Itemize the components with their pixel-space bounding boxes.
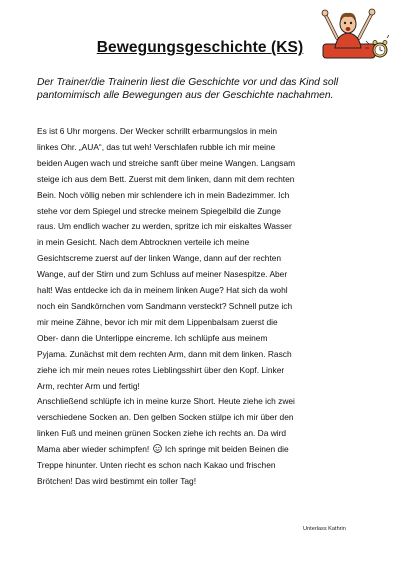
story-line: Pyjama. Zunächst mit dem rechten Arm, dann mit dem linken. Rasch	[37, 348, 292, 359]
smiley-face-icon	[153, 444, 162, 453]
story-line: ziehe ich mir mein neues rotes Lieblingsshirt über den Kopf. Linker	[37, 364, 285, 375]
story-line: mir meine Zähne, bevor ich mir mit dem Lippenbalsam zuerst die	[37, 316, 278, 327]
story-line: in mein Gesicht. Nach dem Abtrocknen verteile ich meine	[37, 237, 250, 248]
instruction-text: Der Trainer/die Trainerin liest die Geschichte vor und das Kind soll pantomimisch alle Bewegungen aus der Geschichte nachahmen.	[37, 77, 339, 102]
story-line: noch ein Sandkörnchen vom Sandmann versteckt? Schnell putze ich	[37, 300, 293, 311]
story-line	[37, 442, 367, 458]
story-line: Bein. Noch völlig neben mir schlendere ich in mein Badezimmer. Ich	[37, 189, 290, 200]
story-line: Treppe hinunter. Unten riecht es schon nach Kakao und frischen	[37, 460, 276, 471]
story-line: linken Fuß und meinen grünen Socken ziehe ich rechts an. Da wird	[37, 428, 287, 439]
story-line-text: Ich springe mit beiden Beinen die	[164, 444, 289, 455]
story-line: Anschließend schlüpfe ich in meine kurze Short. Heute ziehe ich zwei	[37, 396, 295, 407]
story-line: Gesichtscreme zuerst auf der linken Wange, dann auf der rechten	[37, 253, 282, 264]
story-line: stehe vor dem Spiegel und strecke meinem Spiegelbild die Zunge	[37, 205, 281, 216]
story-line: linkes Ohr. „AUA“, das tut weh! Verschlafen rubble ich mir meine	[37, 141, 276, 152]
story-line: verschiedene Socken an. Den gelben Socken stülpe ich mir über den	[37, 412, 294, 423]
story-line: steige ich aus dem Bett. Zuerst mit dem linken, dann mit dem rechten	[37, 173, 295, 184]
story-line: halt! Was entdecke ich da in meinem linken Auge? Hat sich da wohl	[37, 285, 288, 296]
story-line: Es ist 6 Uhr morgens. Der Wecker schrillt erbarmungslos in mein	[37, 126, 278, 136]
author-footer: Unterlass Kathrin	[303, 526, 346, 532]
story-line: Wange, auf der Stirn und zum Schluss auf meiner Nasespitze. Aber	[37, 269, 288, 280]
story-text	[37, 124, 367, 490]
page-title: Bewegungsgeschichte (KS)	[96, 39, 304, 56]
story-line: Ober- dann die Unterlippe eincreme. Ich schlüpfe aus meinem	[37, 332, 268, 343]
story-line: raus. Um endlich wacher zu werden, spritze ich mir eiskaltes Wasser	[37, 221, 292, 232]
story-line: Brötchen! Das wird bestimmt ein toller Tag!	[37, 475, 197, 486]
waking-man-alarm-clock-icon	[317, 4, 389, 62]
story-line: beiden Augen wach und streiche sanft über meine Wangen. Langsam	[37, 157, 296, 168]
story-line-text: Mama aber wieder schimpfen!	[37, 444, 150, 455]
story-line: Arm, rechter Arm und fertig!	[37, 380, 140, 391]
